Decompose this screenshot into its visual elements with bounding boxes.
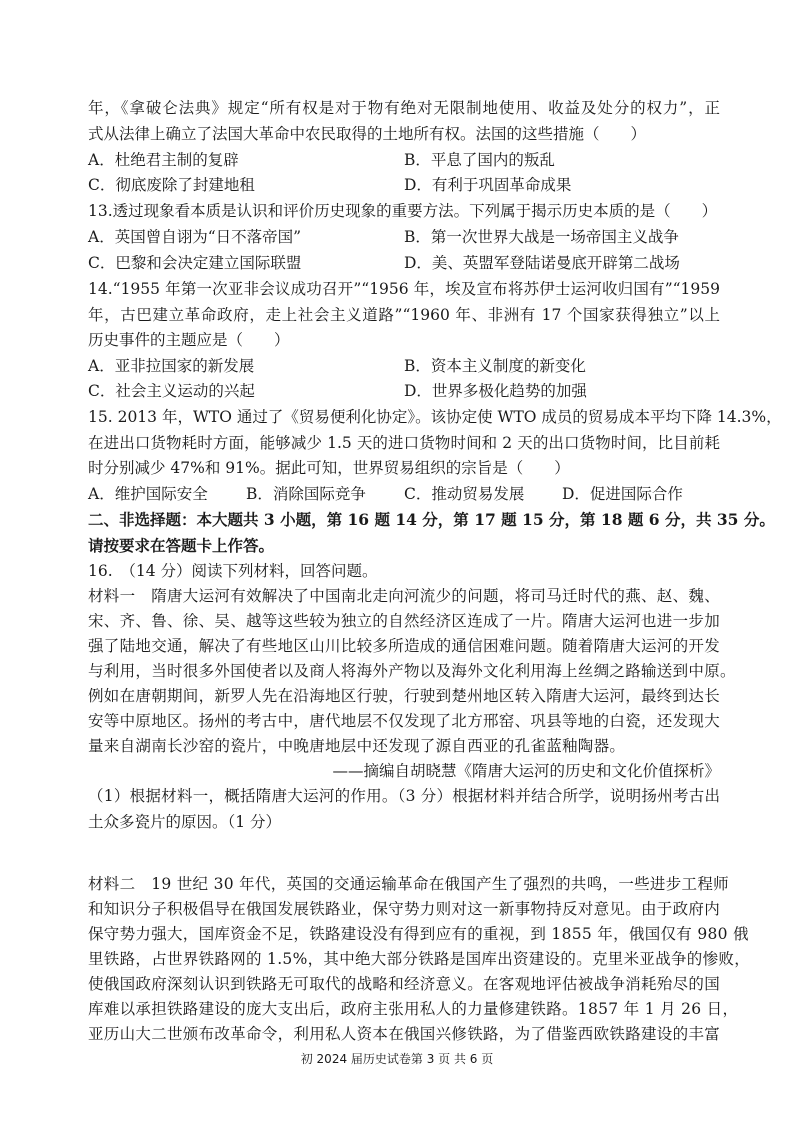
section2-heading: 二、非选择题：本大题共 3 小题，第 16 题 14 分，第 17 题 15 分，第 18 题 6 分，共 35 分。	[88, 510, 775, 529]
material2-line-5: 使俄国政府深刻认识到铁路无可取代的战略和经济意义。在客观地评估被战争消耗殆尽的国	[88, 975, 721, 993]
page-footer: 初 2024 届历史试卷第 3 页 共 6 页	[300, 1052, 494, 1066]
q13-option-b: B．第一次世界大战是一场帝国主义战争	[404, 228, 679, 246]
q12-stem-line-2: 式从法律上确立了法国大革命中农民取得的土地所有权。法国的这些措施（ ）	[88, 125, 647, 143]
section2-instruction: 请按要求在答题卡上作答。	[88, 536, 275, 555]
q14-option-c: C．社会主义运动的兴起	[88, 382, 255, 400]
q13-option-a: A．英国曾自诩为“日不落帝国”	[88, 228, 302, 246]
q13-option-c: C．巴黎和会决定建立国际联盟	[88, 254, 302, 272]
q14-options-row-2	[88, 379, 720, 403]
material2-line-3: 保守势力强大，国库资金不足，铁路建设没有得到应有的重视，到 1855 年，俄国仅有 980 俄	[88, 925, 749, 943]
q15-option-b: B．消除国际竞争	[246, 485, 366, 503]
material1-line-6: 安等中原地区。扬州的考古中，唐代地层不仅发现了北方邢窑、巩县等地的白瓷，还发现大	[88, 712, 721, 730]
q15-option-d: D．促进国际合作	[562, 485, 683, 503]
q16-sub1-line-1: （1）根据材料一，概括隋唐大运河的作用。（3 分）根据材料并结合所学，说明扬州考古出	[88, 787, 720, 805]
material2-line-1: 材料二 19 世纪 30 年代，英国的交通运输革命在俄国产生了强烈的共鸣，一些进步工程师	[88, 875, 729, 893]
q12-option-d: D．有利于巩固革命成果	[404, 176, 572, 194]
q15-stem-line-2: 在进出口货物耗时方面，能够减少 1.5 天的进口货物时间和 2 天的出口货物时间，比目前耗	[88, 434, 720, 452]
q12-option-c: C．彻底废除了封建地租	[88, 176, 255, 194]
q14-stem-line-3: 历史事件的主题应是（ ）	[88, 331, 290, 349]
q13-option-d: D．美、英盟军登陆诺曼底开辟第二战场	[404, 254, 680, 272]
material1-source: ——摘编自胡晓慧《隋唐大运河的历史和文化价值探析》	[332, 762, 720, 780]
material1-line-4: 与利用，当时很多外国使者以及商人将海外产物以及海外文化利用海上丝绸之路输送到中原。	[88, 662, 736, 680]
q13-stem: 13.透过现象看本质是认识和评价历史现象的重要方法。下列属于揭示历史本质的是（ ）	[88, 202, 718, 220]
q12-option-a: A．杜绝君主制的复辟	[88, 151, 239, 169]
q12-stem-line-1: 年，《拿破仑法典》规定“所有权是对于物有绝对无限制地使用、收益及处分的权力”，正	[88, 99, 720, 117]
q14-option-b: B．资本主义制度的新变化	[404, 357, 586, 375]
q14-option-a: A．亚非拉国家的新发展	[88, 357, 255, 375]
material1-line-1: 材料一 隋唐大运河有效解决了中国南北走向河流少的问题，将司马迁时代的燕、赵、魏、	[88, 587, 721, 605]
q16-title: 16. （14 分）阅读下列材料，回答问题。	[88, 562, 378, 580]
q14-stem-line-2: 年，古巴建立革命政府，走上社会主义道路”“1960 年、非洲有 17 个国家获得独立”以上	[88, 306, 720, 324]
material1-line-7: 量来自湖南长沙窑的瓷片，中晚唐地层中还发现了源自西亚的孔雀蓝釉陶器。	[88, 737, 626, 755]
material2-line-7: 亚历山大二世颁布改革命令，利用私人资本在俄国兴修铁路，为了借鉴西欧铁路建设的丰富	[88, 1025, 721, 1043]
material1-line-2: 宋、齐、鲁、徐、吴、越等这些较为独立的自然经济区连成了一片。隋唐大运河也进一步加	[88, 612, 721, 630]
q14-stem-line-1: 14.“1955 年第一次亚非会议成功召开”“1956 年，埃及宣布将苏伊士运河收归国有”“1959	[88, 280, 720, 298]
q12-options-row-1	[88, 148, 720, 172]
material1-line-3: 强了陆地交通，解决了有些地区山川比较多所造成的通信困难问题。随着隋唐大运河的开发	[88, 637, 721, 655]
q12-options-row-2	[88, 173, 720, 197]
q15-option-c: C．推动贸易发展	[404, 485, 525, 503]
q15-options-row	[88, 482, 720, 506]
q15-option-a: A．维护国际安全	[88, 485, 208, 503]
q15-stem-line-1: 15. 2013 年，WTO 通过了《贸易便利化协定》。该协定使 WTO 成员的贸易成本平均下降 14.3%，	[88, 408, 782, 426]
q16-sub1-line-2: 土众多瓷片的原因。（1 分）	[88, 813, 282, 831]
q15-stem-line-3: 时分别减少 47%和 91%。据此可知，世界贸易组织的宗旨是（ ）	[88, 459, 570, 477]
q13-options-row-2	[88, 251, 720, 275]
q13-options-row-1	[88, 225, 720, 249]
material2-line-2: 和知识分子积极倡导在俄国发展铁路业，保守势力则对这一新事物持反对意见。由于政府内	[88, 900, 721, 918]
material1-line-5: 例如在唐朝期间，新罗人先在沿海地区行驶，行驶到楚州地区转入隋唐大运河，最终到达长	[88, 687, 721, 705]
q14-options-row-1	[88, 354, 720, 378]
material2-line-6: 库难以承担铁路建设的庞大支出后，政府主张用私人的力量修建铁路。1857 年 1 月 26 日，	[88, 1000, 739, 1018]
q12-option-b: B．平息了国内的叛乱	[404, 151, 555, 169]
q14-option-d: D．世界多极化趋势的加强	[404, 382, 587, 400]
material2-line-4: 里铁路，占世界铁路网的 1.5%，其中绝大部分铁路是国库出资建设的。克里米亚战争的惨败，	[88, 950, 751, 968]
